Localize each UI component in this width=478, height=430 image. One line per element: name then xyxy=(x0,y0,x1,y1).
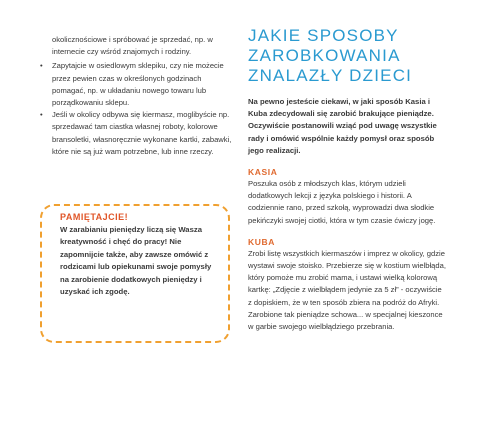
right-column xyxy=(238,26,446,333)
kuba-heading: KUBA xyxy=(248,236,275,247)
kuba-text: Zrobi listę wszystkich kiermaszów i imprez w okolicy, gdzie wystawi swoje stoisko. Przebierze się w kostium wielbłąda, który pomoże mu zrobić mama, i ustawi wielką kolorową kartkę: „Zdjęcie z wielbłądem jedynie za 5 zł” - oczywiście z dopiskiem, że w ten sposób zbiera na podróż do Afryki. Zarobione tak pieniądze schowa... w specjalnej kieszonce w garbie swojego wielbłądziego przebrania. xyxy=(248,248,446,332)
remember-title: PAMIĘTAJCIE! xyxy=(60,212,129,222)
left-column xyxy=(38,34,233,158)
kasia-heading: KASIA xyxy=(248,167,278,178)
kasia-text: Poszuka osób z młodszych klas, którym udzieli dodatkowych lekcji z języka polskiego i historii. A codziennie rano, przed szkołą, wyprowadzi dwa słodkie pekińczyki swojej ciotki, która w tym czasie ćwiczy jogę. xyxy=(248,179,436,225)
remember-box xyxy=(40,204,230,343)
intro-paragraph: Na pewno jesteście ciekawi, w jaki sposób Kasia i Kuba zdecydowali się zarobić brakujące pieniądze. Oczywiście postanowili wziąć pod uwagę wszystkie rady i omówić wspólnie każdy pomysł oraz sposób jego realizacji. xyxy=(248,97,437,155)
continuation-paragraph: okolicznościowe i spróbować je sprzedać, np. w internecie czy wśród znajomych i rodziny. xyxy=(52,35,213,57)
list-item: • Zapytajcie w osiedlowym sklepiku, czy nie możecie przez pewien czas w określonych godzinach pomagać, np. w układaniu nowego towaru lub porządkowaniu sklepu. xyxy=(38,60,233,109)
tips-list xyxy=(38,60,233,158)
remember-text: W zarabianiu pieniędzy liczą się Wasza kreatywność i chęć do pracy! Nie zapomnijcie także, aby zawsze omówić z rodzicami lub opiekunami swoje pomysły na zarobienie dodatkowych pieniędzy i uzyskać ich zgodę. xyxy=(60,225,212,297)
section-title: JAKIE SPOSOBY ZAROBKOWANIA ZNALAZŁY DZIECI xyxy=(248,26,413,85)
list-item: • Jeśli w okolicy odbywa się kiermasz, moglibyście np. sprzedawać tam ciastka własnej roboty, kolorowe bransoletki, własnoręcznie wykonane kartki, zabawki, które nie są już wam potrzebne, lub inne rzeczy. xyxy=(38,109,233,158)
